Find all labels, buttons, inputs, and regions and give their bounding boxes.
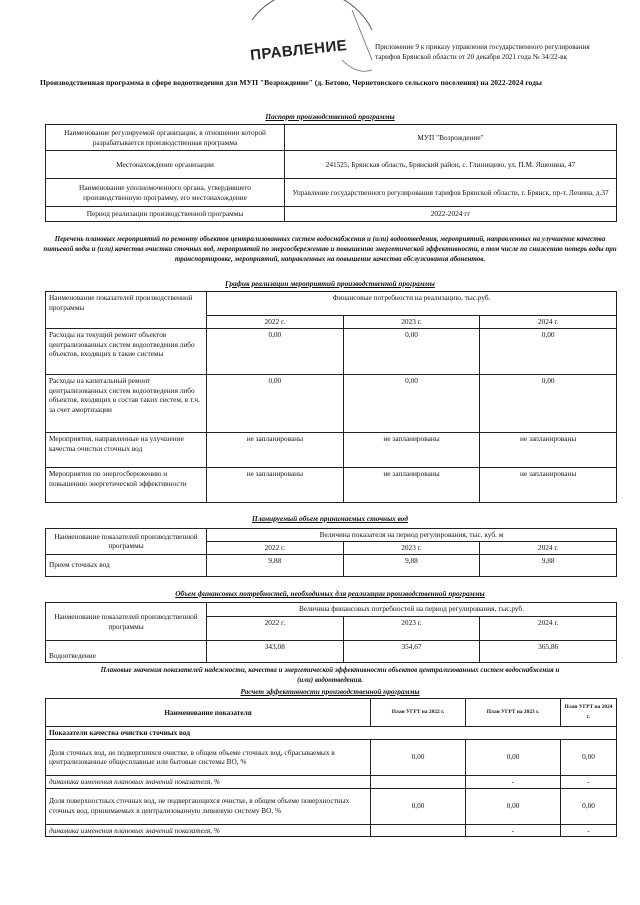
table-cell: не запланированы xyxy=(343,432,480,467)
column-header: План УГРТ на 2022 г. xyxy=(371,699,466,727)
column-header: Величина финансовых потребностей на период регулирования, тыс.руб. xyxy=(207,603,617,617)
organization-stamp xyxy=(232,0,382,86)
passport-label: Местонахождение организации xyxy=(46,151,285,179)
table-cell: не запланированы xyxy=(480,467,617,502)
table-row xyxy=(46,467,617,502)
table-cell: не запланированы xyxy=(207,467,344,502)
volume-table xyxy=(45,528,617,577)
table-row xyxy=(46,554,617,576)
table-header-row xyxy=(46,292,617,316)
row-label: динамика изменения плановых значений показателя, % xyxy=(46,775,371,788)
table-cell: 9,88 xyxy=(480,554,617,576)
row-label: Расходы на текущий ремонт объектов централизованных систем водоотведения либо объектов, входящих в такие системы xyxy=(46,328,207,374)
section-label: Показатели качества очистки сточных вод xyxy=(46,727,617,740)
passport-heading: Паспорт производственной программы xyxy=(265,112,395,121)
table-cell: 0,00 xyxy=(371,788,466,824)
table-row xyxy=(46,151,617,179)
table-cell: 0,00 xyxy=(371,739,466,775)
table-cell: 354,67 xyxy=(343,641,480,663)
table-row xyxy=(46,328,617,374)
schedule-heading: График реализации мероприятий производственной программы xyxy=(225,279,435,288)
table-cell: 0,00 xyxy=(561,788,617,824)
row-label: Мероприятия, направленные на улучшение качества очистки сточных вод xyxy=(46,432,207,467)
table-cell: 365,86 xyxy=(480,641,617,663)
table-row xyxy=(46,432,617,467)
table-cell: - xyxy=(466,824,561,837)
table-cell: не запланированы xyxy=(207,432,344,467)
table-cell: 0,00 xyxy=(343,374,480,432)
column-header: Наименование показателей производственной программы xyxy=(46,292,207,329)
table-cell: 0,00 xyxy=(466,739,561,775)
row-label: Прием сточных вод xyxy=(46,554,207,576)
calc-heading: Расчет эффективности производственной программы xyxy=(240,687,420,696)
column-header: Наименование показателя xyxy=(46,699,371,727)
document-title: Производственная программа в сфере водоотведения для МУП "Возрождение" (д. Бетово, Чернетовского сельского поселения) на 2022-2024 годы xyxy=(40,78,542,87)
year-header: 2024 г. xyxy=(480,541,617,554)
table-section-row xyxy=(46,727,617,740)
passport-value: МУП "Возрождение" xyxy=(285,125,617,151)
passport-value: 241525, Брянская область, Брянский район, с. Глинищево, ул. П.М. Яшенина, 47 xyxy=(285,151,617,179)
passport-value: Управление государственного регулирования тарифов Брянской области, г. Брянск, пр-т. Ленина, д.37 xyxy=(285,179,617,207)
schedule-table xyxy=(45,291,617,503)
table-row xyxy=(46,824,617,837)
efficiency-intro: Плановые значения показателей надежности, качества и энергетической эффективности объектов централизованных систем водоснабжения и (или) водоотведения. xyxy=(100,666,560,685)
passport-value: 2022-2024 гг xyxy=(285,207,617,222)
table-cell: 0,00 xyxy=(480,374,617,432)
stamp-text: ПРАВЛЕНИЕ xyxy=(249,36,349,65)
year-header: 2022 г. xyxy=(207,316,344,329)
table-cell xyxy=(371,824,466,837)
table-row xyxy=(46,775,617,788)
table-cell: 0,00 xyxy=(561,739,617,775)
table-row xyxy=(46,788,617,824)
table-cell: 0,00 xyxy=(207,328,344,374)
table-cell: 0,00 xyxy=(207,374,344,432)
appendix-note: Приложение 9 к приказу управления государственного регулирования тарифов Брянской области от 20 декабря 2021 года № 34/22-вк xyxy=(375,43,590,61)
table-row xyxy=(46,641,617,663)
table-cell: 0,00 xyxy=(466,788,561,824)
passport-label: Наименование регулируемой организации, в отношении которой разрабатывается производственная программа xyxy=(46,125,285,151)
year-header: 2024 г. xyxy=(480,617,617,641)
table-header-row xyxy=(46,699,617,727)
row-label: динамика изменения плановых значений показателя, % xyxy=(46,824,371,837)
passport-label: Период реализации производственной программы xyxy=(46,207,285,222)
year-header: 2024 г. xyxy=(480,316,617,329)
row-label: Расходы на капитальный ремонт централизованных систем водоотведения либо объектов, входящих в состав таких систем, в т.ч. за счет амортизации xyxy=(46,374,207,432)
passport-label: Наименование уполномоченного органа, утвердившего производственную программу, его местонахождение xyxy=(46,179,285,207)
year-header: 2022 г. xyxy=(207,541,344,554)
column-header: План УГРТ на 2023 г. xyxy=(466,699,561,727)
table-cell: 0,00 xyxy=(343,328,480,374)
table-cell: не запланированы xyxy=(480,432,617,467)
passport-table xyxy=(45,124,617,222)
table-cell: 9,88 xyxy=(343,554,480,576)
table-cell: 343,08 xyxy=(207,641,344,663)
volume-heading: Планируемый объем принимаемых сточных вод xyxy=(252,514,408,523)
table-cell: 0,00 xyxy=(480,328,617,374)
year-header: 2023 г. xyxy=(343,316,480,329)
table-cell: 9,88 xyxy=(207,554,344,576)
table-header-row xyxy=(46,529,617,542)
finance-table xyxy=(45,602,617,663)
table-cell: не запланированы xyxy=(343,467,480,502)
column-header: Наименование показателей производственной программы xyxy=(46,603,207,641)
column-header: Наименование показателей производственной программы xyxy=(46,529,207,555)
table-cell xyxy=(371,775,466,788)
column-header: Финансовые потребности на реализацию, тыс.руб. xyxy=(207,292,617,316)
table-cell: - xyxy=(466,775,561,788)
column-header: План УГРТ на 2024 г. xyxy=(561,699,617,727)
row-label: Мероприятия по энергосбережению и повышению энергетической эффективности xyxy=(46,467,207,502)
measures-intro: Перечень плановых мероприятий по ремонту объектов централизованных систем водоснабжения и (или) водоотведения, мероприятий, направленных на улучшение качества питьевой воды и (или) качества очистки сточных вод, мероприятий по энергосбережению и повышению энергетической эффективности, в том числе по снижению потерь воды при транспортировке, мероприятий, направленных на повышение качества обслуживания абонентов. xyxy=(43,235,617,264)
row-label: Доля поверхностных сточных вод, не подвергающихся очистке, в общем объеме поверхностных сточных вод, принимаемых в централизованную ливневую систему ВО, % xyxy=(46,788,371,824)
table-cell: - xyxy=(561,775,617,788)
year-header: 2023 г. xyxy=(343,541,480,554)
year-header: 2022 г. xyxy=(207,617,344,641)
table-row xyxy=(46,207,617,222)
table-row xyxy=(46,179,617,207)
table-header-row xyxy=(46,603,617,617)
column-header: Величина показателя на период регулирования, тыс. куб. м xyxy=(207,529,617,542)
table-cell: - xyxy=(561,824,617,837)
finance-heading: Объем финансовых потребностей, необходимых для реализации производственной программы xyxy=(175,589,485,598)
row-label: Доля сточных вод, не подвергшихся очистке, в общем объеме сточных вод, сбрасываемых в централизованные общесплавные или бытовые системы ВО, % xyxy=(46,739,371,775)
efficiency-table xyxy=(45,698,617,837)
table-row xyxy=(46,739,617,775)
year-header: 2023 г. xyxy=(343,617,480,641)
table-row xyxy=(46,125,617,151)
row-label: Водоотведение xyxy=(46,641,207,663)
table-row xyxy=(46,374,617,432)
